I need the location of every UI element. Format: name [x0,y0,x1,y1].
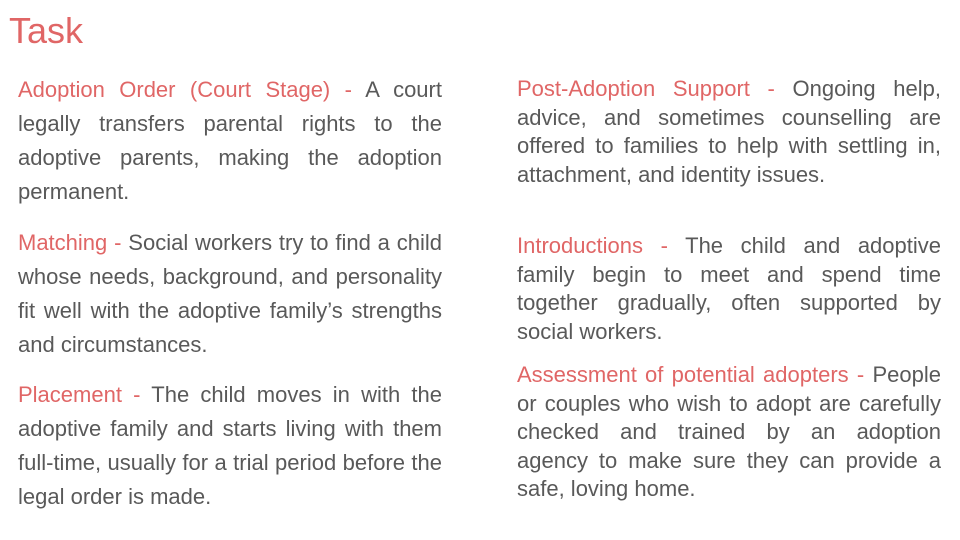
stage-adoption-order: Adoption Order (Court Stage) - A court legally transfers parental rights to the adoptive parents, making the adoption permanent. [18,77,442,204]
stage-description: A court legally transfers parental rights to the adoptive parents, making the adoption permanent. [18,77,442,204]
stage-assessment: Assessment of potential adopters - People or couples who wish to adopt are carefully checked and trained by an adoption agency to make sure they can provide a safe, loving home. [517,362,941,501]
stage-description: The child moves in with the adoptive family and starts living with them full-time, usually for a trial period before the legal order is made. [18,382,442,509]
stage-introductions: Introductions - The child and adoptive family begin to meet and spend time together gradually, often supported by social workers. [517,233,941,344]
stage-description: The child and adoptive family begin to meet and spend time together gradually, often supported by social workers. [517,233,941,344]
stage-term: Placement [18,382,122,407]
stage-matching: Matching - Social workers try to find a child whose needs, background, and personality fit well with the adoptive family’s strengths and circumstances. [18,230,442,357]
stage-description: Social workers try to find a child whose needs, background, and personality fit well with the adoptive family’s strengths and circumstances. [18,230,442,357]
stage-term: Assessment of potential adopters [517,362,849,387]
stage-description: Ongoing help, advice, and sometimes counselling are offered to families to help with settling in, attachment, and identity issues. [517,76,941,187]
stage-post-adoption-support: Post-Adoption Support - Ongoing help, advice, and sometimes counselling are offered to families to help with settling in, attachment, and identity issues. [517,76,941,187]
stage-term: Post-Adoption Support [517,76,750,101]
stage-placement: Placement - The child moves in with the adoptive family and starts living with them full-time, usually for a trial period before the legal order is made. [18,382,442,509]
stage-term: Adoption Order (Court Stage) [18,77,331,102]
stage-term: Matching [18,230,108,255]
stage-term: Introductions [517,233,643,258]
slide-title: Task [9,10,84,51]
stage-description: People or couples who wish to adopt are carefully checked and trained by an adoption agency to make sure they can provide a safe, loving home. [517,362,941,501]
